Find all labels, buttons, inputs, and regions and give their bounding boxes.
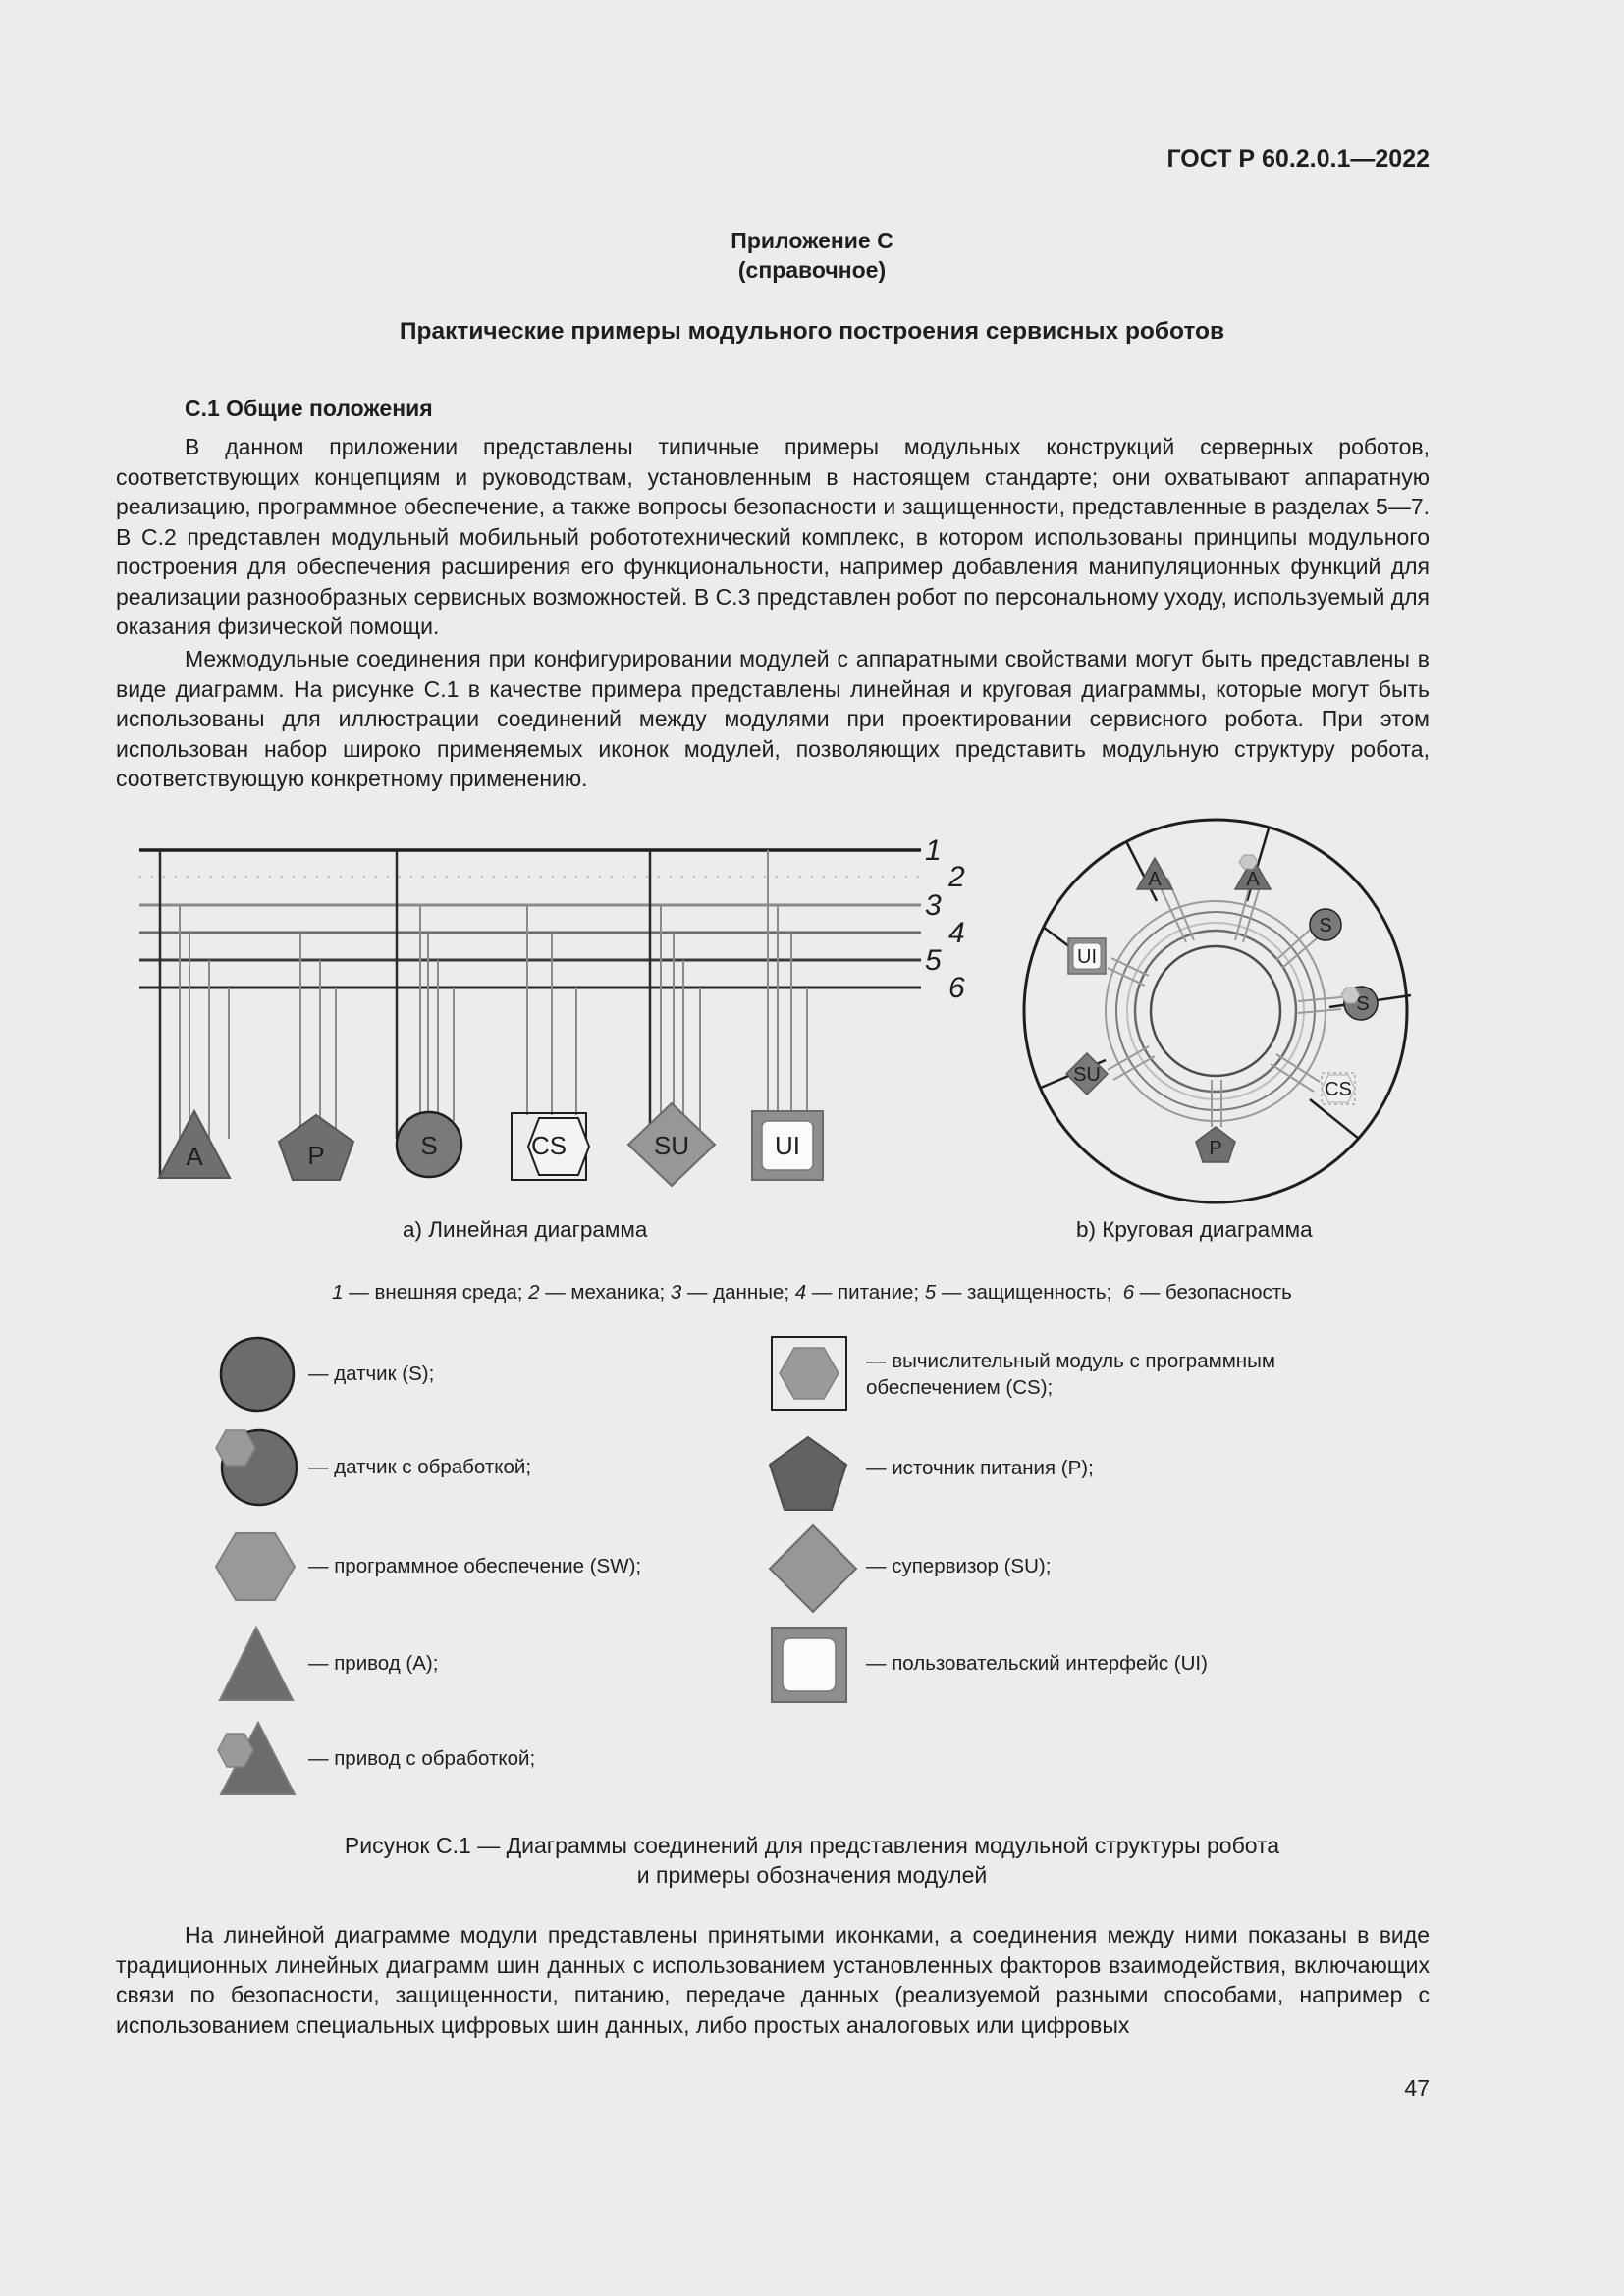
sensor-with-processing-icon bbox=[216, 1430, 297, 1505]
svg-text:CS: CS bbox=[1325, 1079, 1352, 1100]
computing-module-icon bbox=[772, 1337, 846, 1410]
svg-text:A: A bbox=[1246, 869, 1260, 890]
linear-module-su bbox=[628, 1103, 715, 1186]
factor-text-5: — защищенность; bbox=[941, 1281, 1112, 1304]
svg-text:S: S bbox=[1319, 915, 1332, 936]
caption-linear-diagram: а) Линейная диаграмма bbox=[403, 1217, 648, 1242]
legend-label-software: — программное обеспечение (SW); bbox=[308, 1555, 642, 1577]
legend-label-power-source: — источник питания (P); bbox=[866, 1457, 1094, 1479]
power-source-icon bbox=[770, 1437, 846, 1510]
bus-number-4: 4 bbox=[948, 917, 965, 949]
factor-num-2: 2 bbox=[528, 1281, 540, 1304]
bus-number-2: 2 bbox=[948, 861, 965, 893]
linear-diagram bbox=[139, 834, 965, 1186]
appendix-subtitle: (справочное) bbox=[737, 257, 887, 283]
svg-text:S: S bbox=[420, 1131, 438, 1160]
svg-text:UI: UI bbox=[775, 1131, 800, 1160]
factor-text-3: — данные; bbox=[687, 1281, 790, 1304]
svg-text:S: S bbox=[1356, 993, 1370, 1015]
paragraph-3: На линейной диаграмме модули представлены принятыми иконками, а соединения между ними показаны в виде традиционных линейных диаграмм шин данных с использованием установленных факторов взаимодействия, включающих связи по безопасности, защищенности, питанию, передаче данных (реализуемой разными способами, например с использованием специальных цифровых шин данных, либо простых аналоговых или цифровых bbox=[116, 1922, 1430, 2038]
svg-text:P: P bbox=[1209, 1138, 1222, 1159]
circular-module-ui bbox=[1068, 938, 1106, 974]
circular-module-cs bbox=[1322, 1073, 1355, 1104]
factor-key bbox=[0, 1281, 1624, 1305]
linear-module-s bbox=[397, 1112, 461, 1177]
legend-label-user-interface: — пользовательский интерфейс (UI) bbox=[866, 1652, 1208, 1675]
caption-circular-diagram: b) Круговая диаграмма bbox=[1076, 1217, 1313, 1242]
svg-text:P: P bbox=[307, 1141, 325, 1170]
svg-text:SU: SU bbox=[1073, 1064, 1101, 1086]
factor-num-3: 3 bbox=[670, 1281, 682, 1304]
circular-module-s2 bbox=[1341, 987, 1378, 1020]
circular-diagram bbox=[1024, 820, 1411, 1202]
subsection-heading: С.1 Общие положения bbox=[185, 396, 433, 421]
figure-caption-line-1: Рисунок С.1 — Диаграммы соединений для представления модульной структуры робота bbox=[344, 1833, 1280, 1858]
page-number: 47 bbox=[1404, 2075, 1430, 2101]
paragraph-1: В данном приложении представлены типичные примеры модульных конструкций серверных роботов, соответствующих концепциям и руководствам, установленным в настоящем стандарте; они охватывают аппаратную реализацию, программное обеспечение, а также вопросы безопасности и защищенности, представленные в разделах 5—7. В С.2 представлен модульный мобильный робототехнический комплекс, в котором использованы принципы модульного построения для обеспечения расширения его функциональности, например добавления манипуляционных функций для реализации разнообразных сервисных возможностей. В С.3 представлен робот по персональному уходу, используемый для оказания физической помощи. bbox=[116, 434, 1430, 639]
factor-num-4: 4 bbox=[794, 1281, 807, 1304]
figure-caption-line-2: и примеры обозначения модулей bbox=[636, 1862, 988, 1888]
svg-text:SU: SU bbox=[653, 1131, 690, 1160]
circular-module-p bbox=[1196, 1127, 1235, 1162]
bus-number-1: 1 bbox=[925, 834, 942, 867]
bus-number-6: 6 bbox=[948, 972, 965, 1004]
factor-text-2: — механика; bbox=[545, 1281, 666, 1304]
figure-c1 bbox=[0, 815, 1624, 1816]
figure-caption bbox=[0, 1831, 1624, 1890]
linear-module-cs bbox=[512, 1113, 589, 1180]
circular-module-a2 bbox=[1235, 855, 1271, 890]
bus-number-5: 5 bbox=[925, 944, 942, 977]
factor-text-1: — внешняя среда; bbox=[349, 1281, 523, 1304]
factor-num-1: 1 bbox=[332, 1281, 344, 1304]
legend-label-computing-module: — вычислительный модуль с программным обеспечением (CS); bbox=[866, 1350, 1275, 1399]
bus-number-3: 3 bbox=[925, 889, 942, 922]
factor-num-5: 5 bbox=[924, 1281, 937, 1304]
linear-module-p bbox=[279, 1115, 353, 1180]
factor-text-4: — питание; bbox=[811, 1281, 920, 1304]
svg-text:CS: CS bbox=[530, 1131, 568, 1160]
circular-module-s1 bbox=[1310, 909, 1341, 940]
legend-label-actuator-processing: — привод с обработкой; bbox=[308, 1747, 536, 1770]
svg-text:UI: UI bbox=[1077, 946, 1097, 968]
svg-text:A: A bbox=[1148, 869, 1162, 890]
document-code: ГОСТ Р 60.2.0.1—2022 bbox=[1166, 145, 1430, 173]
supervisor-icon bbox=[770, 1525, 856, 1612]
legend-label-sensor: — датчик (S); bbox=[308, 1362, 435, 1385]
actuator-with-processing-icon bbox=[218, 1723, 295, 1794]
legend-label-supervisor: — супервизор (SU); bbox=[866, 1555, 1052, 1577]
actuator-icon bbox=[220, 1628, 293, 1700]
user-interface-icon bbox=[772, 1628, 846, 1702]
legend-label-actuator: — привод (A); bbox=[308, 1652, 439, 1675]
svg-text:A: A bbox=[186, 1142, 203, 1171]
linear-module-ui bbox=[752, 1111, 823, 1180]
legend-label-sensor-processing: — датчик с обработкой; bbox=[308, 1456, 532, 1478]
linear-module-a bbox=[159, 1111, 230, 1178]
appendix-heading bbox=[0, 226, 1624, 285]
software-icon bbox=[216, 1533, 295, 1600]
factor-text-6: — безопасность bbox=[1139, 1281, 1292, 1304]
appendix-title: Приложение С bbox=[731, 228, 893, 253]
paragraph-2: Межмодульные соединения при конфигурировании модулей с аппаратными свойствами могут быть представлены в виде диаграмм. На рисунке С.1 в качестве примера представлены линейная и круговая диаграммы, которые могут быть использованы для иллюстрации соединений между модулями при проектировании сервисного робота. При этом использован набор широко применяемых иконок модулей, позволяющих представить модульную структуру робота, соответствующую конкретному применению. bbox=[116, 646, 1430, 791]
section-title: Практические примеры модульного построения сервисных роботов bbox=[399, 318, 1225, 345]
factor-num-6: 6 bbox=[1122, 1281, 1135, 1304]
circular-module-su bbox=[1066, 1053, 1108, 1095]
sensor-icon bbox=[221, 1338, 294, 1411]
